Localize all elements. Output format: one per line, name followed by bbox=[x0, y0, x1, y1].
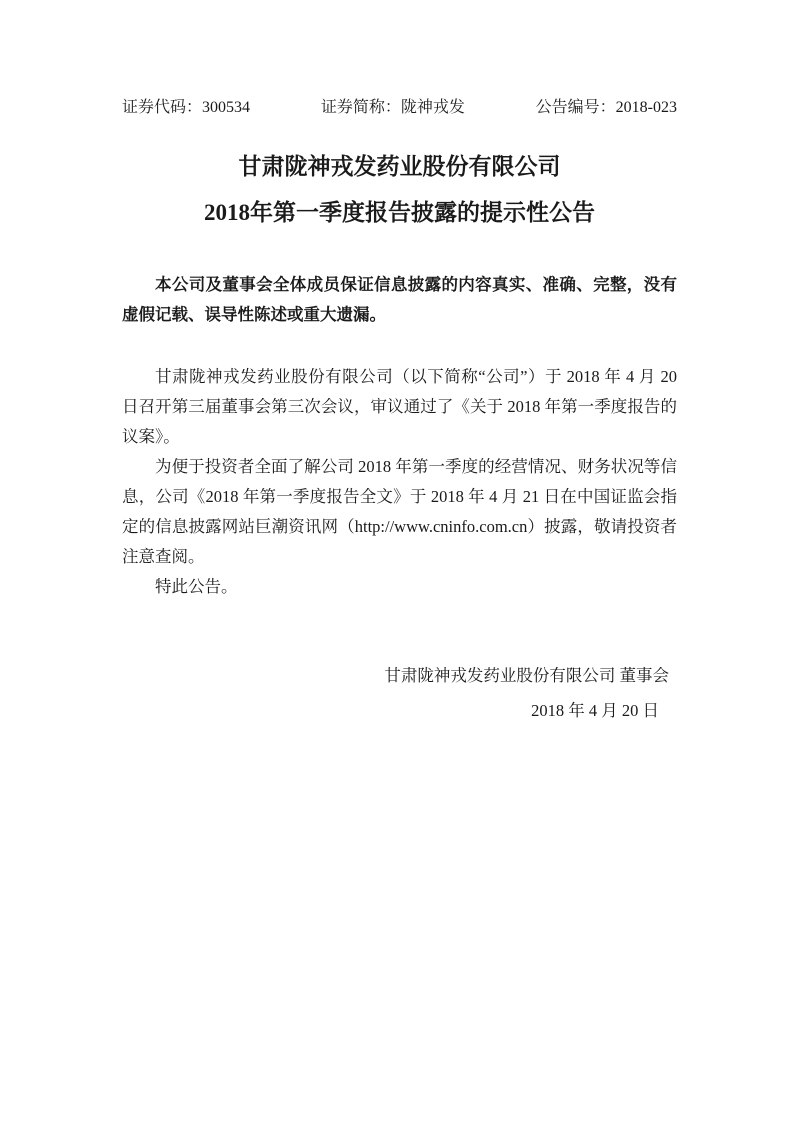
body-paragraph-1: 甘肃陇神戎发药业股份有限公司（以下简称“公司”）于 2018 年 4 月 20 日召开第三届董事会第三次会议，审议通过了《关于 2018 年第一季度报告的议案》。 bbox=[122, 367, 677, 446]
stock-name: 证券简称：陇神戎发 bbox=[320, 99, 465, 116]
signature-block bbox=[122, 658, 677, 728]
stock-code: 证券代码：300534 bbox=[122, 99, 251, 116]
body-paragraph-2: 为便于投资者全面了解公司 2018 年第一季度的经营情况、财务状况等信息，公司《2018 年第一季度报告全文》于 2018 年 4 月 21 日在中国证监会指定的信息披露网站巨潮资讯网（http://www.cninfo.com.cn）披露，敬请投资者注意查阅。 bbox=[122, 457, 677, 566]
disclaimer-paragraph: 本公司及董事会全体成员保证信息披露的内容真实、准确、完整，没有虚假记载、误导性陈述或重大遗漏。 bbox=[122, 275, 677, 324]
date-line: 2018 年 4 月 20 日 bbox=[531, 701, 659, 720]
document-title: 甘肃陇神戎发药业股份有限公司 bbox=[238, 154, 561, 179]
page-content bbox=[122, 98, 677, 728]
document-subtitle: 2018年第一季度报告披露的提示性公告 bbox=[204, 200, 595, 225]
signature-line: 甘肃陇神戎发药业股份有限公司 董事会 bbox=[384, 666, 669, 685]
document-header-row bbox=[122, 98, 677, 118]
announcement-number: 公告编号：2018-023 bbox=[535, 99, 677, 116]
closing-paragraph: 特此公告。 bbox=[155, 577, 238, 596]
